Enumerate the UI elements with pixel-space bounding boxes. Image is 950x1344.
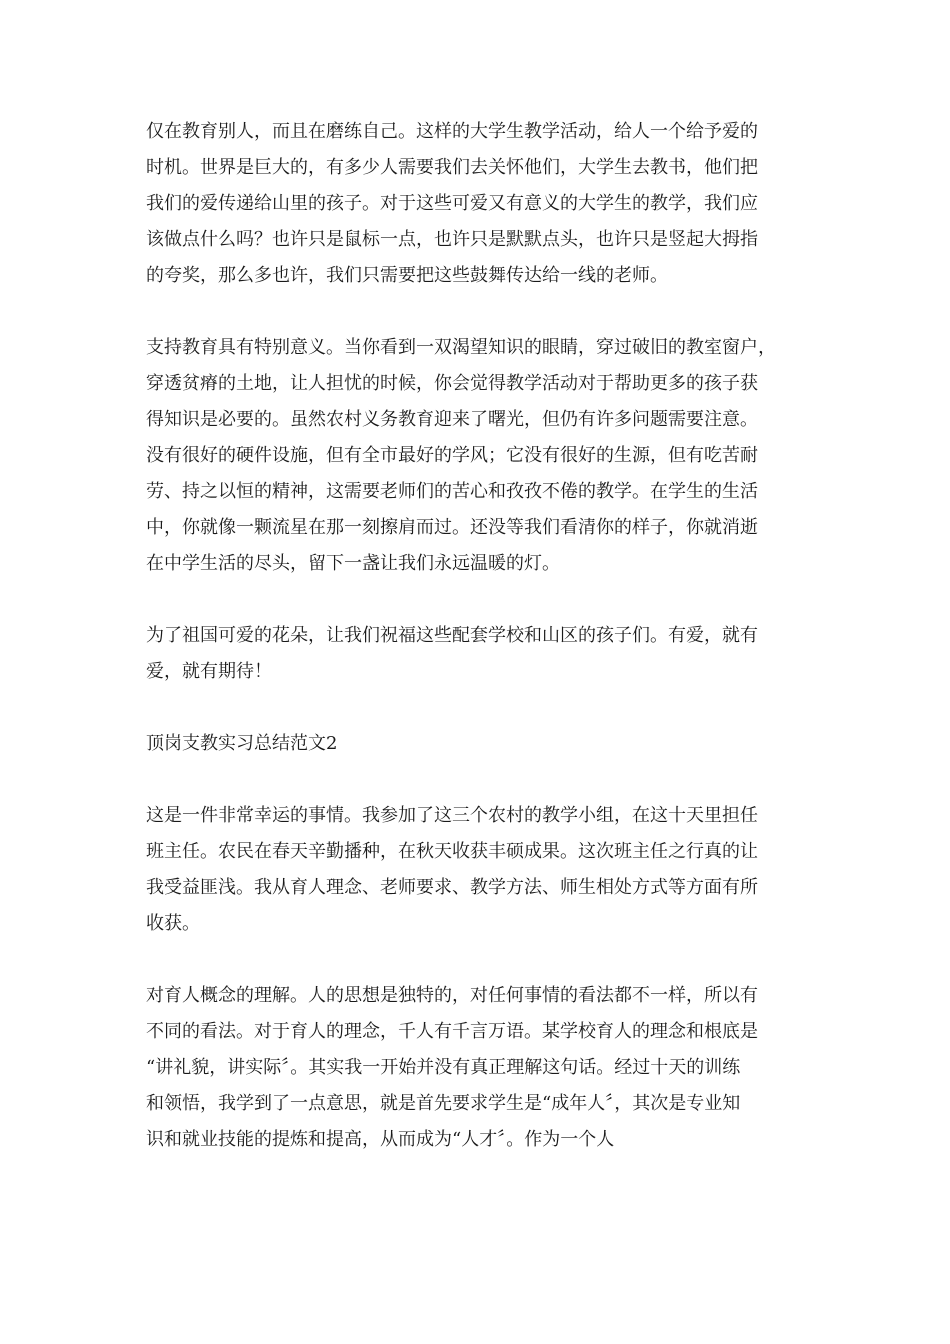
text-line: 我们的爱传递给山里的孩子。对于这些可爱又有意义的大学生的教学，我们应 <box>146 193 758 214</box>
document-body <box>146 114 816 1194</box>
text-line: 班主任。农民在春天辛勤播种，在秋天收获丰硕成果。这次班主任之行真的让 <box>146 841 758 862</box>
text-line: 我受益匪浅。我从育人理念、老师要求、教学方法、师生相处方式等方面有所 <box>146 877 758 898</box>
text-line: 这是一件非常幸运的事情。我参加了这三个农村的教学小组，在这十天里担任 <box>146 805 758 826</box>
text-line: 时机。世界是巨大的，有多少人需要我们去关怀他们，大学生去教书，他们把 <box>146 157 758 178</box>
text-line: 穿透贫瘠的土地，让人担忧的时候，你会觉得教学活动对于帮助更多的孩子获 <box>146 373 758 394</box>
text-line: 中，你就像一颗流星在那一刻擦肩而过。还没等我们看清你的样子，你就消逝 <box>146 517 758 538</box>
text-line: 没有很好的硬件设施，但有全市最好的学风；它没有很好的生源，但有吃苦耐 <box>146 445 758 466</box>
paragraph-3 <box>146 618 816 690</box>
text-line: 在中学生活的尽头，留下一盏让我们永远温暖的灯。 <box>146 553 560 574</box>
text-line: 支持教育具有特别意义。当你看到一双渴望知识的眼睛，穿过破旧的教室窗户， <box>146 337 776 358</box>
text-line: “讲礼貌，讲实际〞。其实我一开始并没有真正理解这句话。经过十天的训练 <box>146 1057 741 1078</box>
text-line: 识和就业技能的提炼和提高，从而成为“人才〞。作为一个人 <box>146 1129 615 1150</box>
text-line: 和领悟，我学到了一点意思，就是首先要求学生是“成年人〞，其次是专业知 <box>146 1093 741 1114</box>
text-line: 该做点什么吗？也许只是鼠标一点，也许只是默默点头，也许只是竖起大拇指 <box>146 229 758 250</box>
text-line: 得知识是必要的。虽然农村义务教育迎来了曙光，但仍有许多问题需要注意。 <box>146 409 758 430</box>
paragraph-4 <box>146 798 816 942</box>
paragraph-5 <box>146 978 816 1158</box>
text-line: 对育人概念的理解。人的思想是独特的，对任何事情的看法都不一样，所以有 <box>146 985 758 1006</box>
text-line: 收获。 <box>146 913 200 934</box>
paragraph-2 <box>146 330 816 582</box>
text-line: 为了祖国可爱的花朵，让我们祝福这些配套学校和山区的孩子们。有爱，就有 <box>146 625 758 646</box>
section-heading: 顶岗支教实习总结范文2 <box>146 733 338 754</box>
text-line: 的夸奖，那么多也许，我们只需要把这些鼓舞传达给一线的老师。 <box>146 265 668 286</box>
text-line: 不同的看法。对于育人的理念，千人有千言万语。某学校育人的理念和根底是 <box>146 1021 758 1042</box>
text-line: 仅在教育别人，而且在磨练自己。这样的大学生教学活动，给人一个给予爱的 <box>146 121 758 142</box>
text-line: 劳、持之以恒的精神，这需要老师们的苦心和孜孜不倦的教学。在学生的生活 <box>146 481 758 502</box>
text-line: 爱，就有期待！ <box>146 661 272 682</box>
paragraph-1 <box>146 114 816 294</box>
